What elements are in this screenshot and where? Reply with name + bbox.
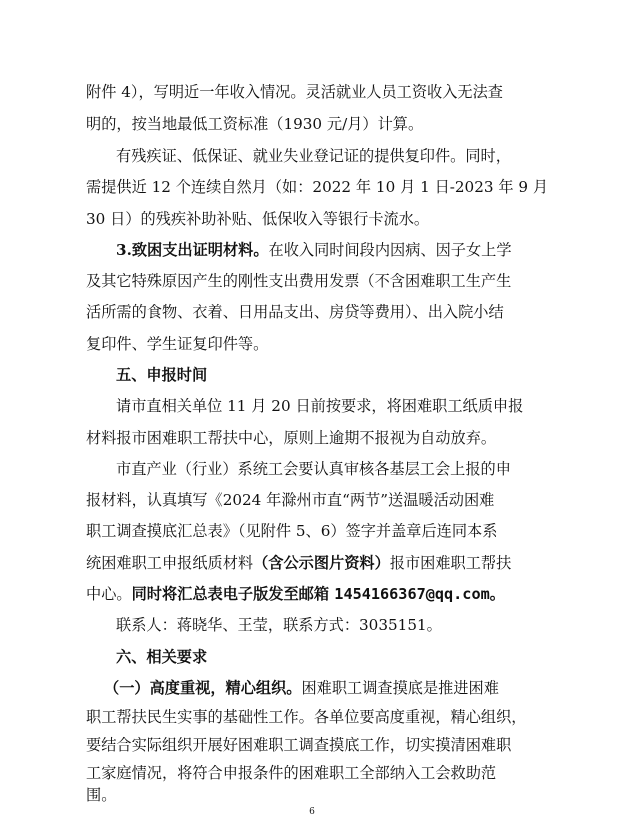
body-line [104, 678, 564, 698]
body-text: 中心。 [86, 585, 132, 603]
contact-line: 联系人：蒋晓华、王莹，联系方式：3035151。 [116, 616, 442, 634]
body-line: 附件 4），写明近一年收入情况。灵活就业人员工资收入无法查 [86, 83, 503, 101]
body-line: 及其它特殊原因产生的刚性支出费用发票（不含困难职工生产生 [86, 272, 512, 290]
body-line: 材料报市困难职工帮扶中心，原则上逾期不报视为自动放弃。 [86, 429, 497, 447]
body-line: 请市直相关单位 11 月 20 日前按要求，将困难职工纸质申报 [116, 397, 524, 415]
bold-text: 同时将汇总表电子版发至邮箱 [131, 585, 335, 603]
bold-text: （含公示图片资料） [253, 554, 390, 572]
body-text: 在收入同时间段内因病、因子女上学 [268, 241, 512, 259]
section-lead: 3.致困支出证明材料。 [116, 241, 269, 259]
body-line: 需提供近 12 个连续自然月（如：2022 年 10 月 1 日-2023 年 9 月 [86, 178, 549, 196]
body-line [86, 584, 546, 604]
body-text: 统困难职工申报纸质材料 [86, 554, 254, 572]
body-line: 报材料，认真填写《2024 年滁州市直“两节”送温暖活动困难 [86, 491, 495, 509]
body-line: 有残疾证、低保证、就业失业登记证的提供复印件。同时， [116, 147, 511, 165]
body-line [116, 240, 576, 260]
body-line [86, 553, 546, 573]
body-text: 报市困难职工帮扶 [389, 554, 512, 572]
section-heading: 五、申报时间 [116, 366, 208, 384]
body-line: 市直产业（行业）系统工会要认真审核各基层工会上报的申 [116, 460, 511, 478]
section-heading: 六、相关要求 [116, 648, 208, 666]
body-line: 职工帮扶民生实事的基础性工作。各单位要高度重视，精心组织， [86, 708, 527, 726]
body-line: 工家庭情况，将符合申报条件的困难职工全部纳入工会救助范 [86, 764, 497, 782]
body-line: 30 日）的残疾补助补贴、低保收入等银行卡流水。 [86, 210, 430, 228]
body-line: 要结合实际组织开展好困难职工调查摸底工作，切实摸清困难职 [86, 736, 512, 754]
page-number: 6 [309, 807, 315, 817]
body-line: 围。 [86, 786, 117, 804]
section-lead: （一）高度重视，精心组织。 [104, 679, 302, 697]
body-line: 复印件、学生证复印件等。 [86, 335, 269, 353]
email-text: 1454166367@qq.com [334, 585, 490, 603]
body-line: 职工调查摸底汇总表》（见附件 5、6）签字并盖章后连同本系 [86, 522, 498, 540]
bold-text: 。 [489, 585, 505, 603]
body-line: 明的，按当地最低工资标准（1930 元/月）计算。 [86, 115, 424, 133]
body-text: 困难职工调查摸底是推进困难 [301, 679, 499, 697]
body-line: 活所需的食物、衣着、日用品支出、房贷等费用）、出入院小结 [86, 303, 504, 321]
